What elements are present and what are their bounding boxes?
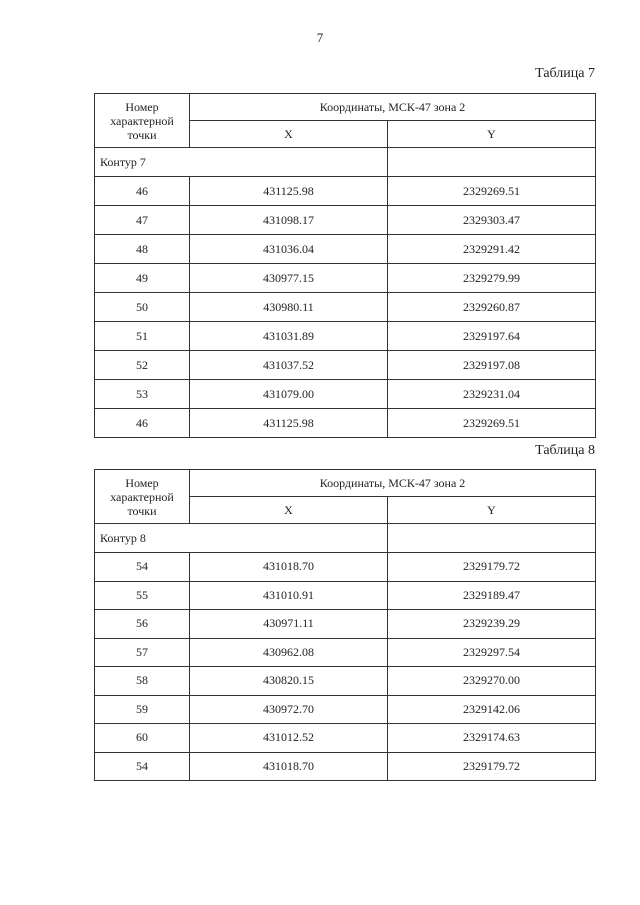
y-coordinate-cell: 2329174.63 (388, 724, 596, 753)
x-coordinate-cell: 430980.11 (190, 293, 388, 322)
coordinates-table-7 (94, 93, 596, 438)
y-coordinate-cell: 2329189.47 (388, 581, 596, 610)
y-coordinate-cell: 2329269.51 (388, 177, 596, 206)
table-row (95, 752, 596, 781)
table-row (95, 293, 596, 322)
x-coordinate-cell: 430972.70 (190, 695, 388, 724)
table-row (95, 177, 596, 206)
header-y: Y (388, 121, 596, 148)
y-coordinate-cell: 2329239.29 (388, 610, 596, 639)
table-7-caption: Таблица 7 (535, 66, 595, 81)
y-coordinate-cell: 2329179.72 (388, 752, 596, 781)
table-8-caption: Таблица 8 (535, 443, 595, 458)
page-number: 7 (316, 30, 324, 45)
x-coordinate-cell: 431125.98 (190, 177, 388, 206)
point-number-cell: 58 (95, 667, 190, 696)
point-number-cell: 59 (95, 695, 190, 724)
table-row (95, 235, 596, 264)
y-coordinate-cell: 2329291.42 (388, 235, 596, 264)
table-row (95, 695, 596, 724)
x-coordinate-cell: 430820.15 (190, 667, 388, 696)
table-row (95, 581, 596, 610)
x-coordinate-cell: 431079.00 (190, 380, 388, 409)
x-coordinate-cell: 430962.08 (190, 638, 388, 667)
header-coordinates-group: Координаты, МСК-47 зона 2 (190, 470, 596, 497)
point-number-cell: 50 (95, 293, 190, 322)
x-coordinate-cell: 431036.04 (190, 235, 388, 264)
point-number-cell: 54 (95, 553, 190, 582)
y-coordinate-cell: 2329142.06 (388, 695, 596, 724)
point-number-cell: 46 (95, 177, 190, 206)
coordinates-table-8 (94, 469, 596, 781)
y-coordinate-cell: 2329197.64 (388, 322, 596, 351)
table-row (95, 610, 596, 639)
y-coordinate-cell: 2329179.72 (388, 553, 596, 582)
header-y: Y (388, 497, 596, 524)
contour-empty-cell (388, 524, 596, 553)
point-number-cell: 56 (95, 610, 190, 639)
header-x: X (190, 121, 388, 148)
y-coordinate-cell: 2329231.04 (388, 380, 596, 409)
header-x: X (190, 497, 388, 524)
table-row (95, 380, 596, 409)
y-coordinate-cell: 2329270.00 (388, 667, 596, 696)
point-number-cell: 60 (95, 724, 190, 753)
table-row (95, 667, 596, 696)
x-coordinate-cell: 431031.89 (190, 322, 388, 351)
point-number-cell: 57 (95, 638, 190, 667)
point-number-cell: 52 (95, 351, 190, 380)
table-row (95, 206, 596, 235)
x-coordinate-cell: 430977.15 (190, 264, 388, 293)
point-number-cell: 46 (95, 409, 190, 438)
contour-label: Контур 7 (95, 148, 388, 177)
table-row (95, 322, 596, 351)
x-coordinate-cell: 431012.52 (190, 724, 388, 753)
x-coordinate-cell: 431037.52 (190, 351, 388, 380)
contour-empty-cell (388, 148, 596, 177)
x-coordinate-cell: 431010.91 (190, 581, 388, 610)
table-row (95, 638, 596, 667)
header-point-number: Номер характерной точки (95, 94, 190, 148)
table-row (95, 351, 596, 380)
x-coordinate-cell: 431018.70 (190, 553, 388, 582)
point-number-cell: 55 (95, 581, 190, 610)
x-coordinate-cell: 431125.98 (190, 409, 388, 438)
contour-label: Контур 8 (95, 524, 388, 553)
table-row (95, 409, 596, 438)
y-coordinate-cell: 2329269.51 (388, 409, 596, 438)
header-point-number: Номер характерной точки (95, 470, 190, 524)
y-coordinate-cell: 2329279.99 (388, 264, 596, 293)
table-row (95, 724, 596, 753)
point-number-cell: 53 (95, 380, 190, 409)
x-coordinate-cell: 431098.17 (190, 206, 388, 235)
x-coordinate-cell: 431018.70 (190, 752, 388, 781)
y-coordinate-cell: 2329303.47 (388, 206, 596, 235)
point-number-cell: 47 (95, 206, 190, 235)
x-coordinate-cell: 430971.11 (190, 610, 388, 639)
y-coordinate-cell: 2329297.54 (388, 638, 596, 667)
point-number-cell: 54 (95, 752, 190, 781)
header-coordinates-group: Координаты, МСК-47 зона 2 (190, 94, 596, 121)
point-number-cell: 48 (95, 235, 190, 264)
y-coordinate-cell: 2329260.87 (388, 293, 596, 322)
point-number-cell: 51 (95, 322, 190, 351)
table-row (95, 553, 596, 582)
point-number-cell: 49 (95, 264, 190, 293)
y-coordinate-cell: 2329197.08 (388, 351, 596, 380)
table-row (95, 264, 596, 293)
